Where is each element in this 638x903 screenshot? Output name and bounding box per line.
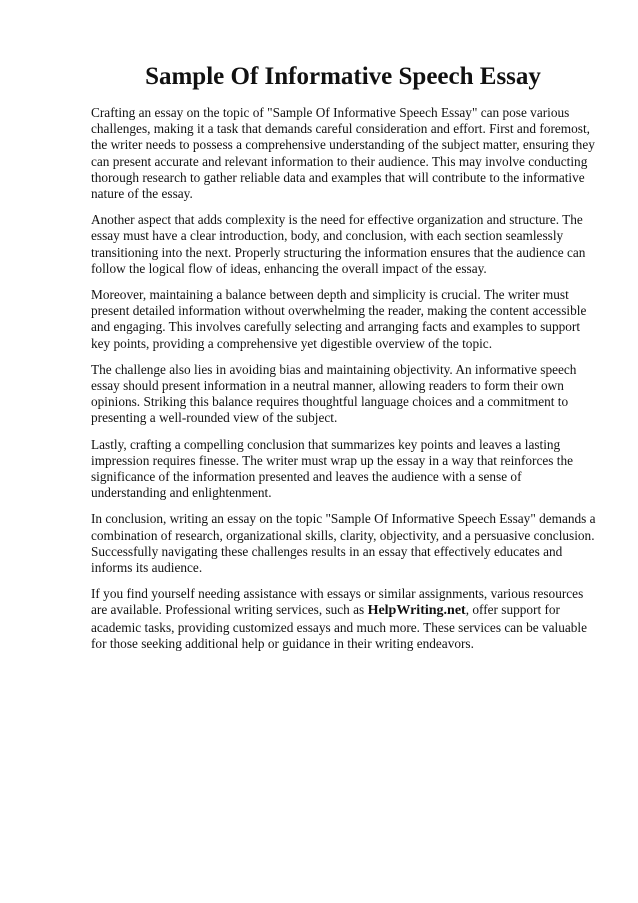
paragraph-objectivity: The challenge also lies in avoiding bias and maintaining objectivity. An informative speech essay should present information in a neutral manner, allowing readers to form their own opinions. Striking this balance requires thoughtful language choices and a commitment to presenting a well-rounded view of the subject. [91,361,577,426]
closing-text-after: , offer support for academic tasks, providing customized essays and much more. These services can be valuable for those seeking additional help or guidance in their writing endeavors. [91,602,588,651]
brand-link-text: HelpWriting.net [367,603,466,619]
paragraph-closing [91,586,599,652]
paragraph-conclusion-craft: Lastly, crafting a compelling conclusion that summarizes key points and leaves a lasting impression requires finesse. The writer must wrap up the essay in a way that reinforces the significance of the information presented and leaves the audience with a sense of understanding and enlightenment. [91,436,573,501]
closing-text-before: If you find yourself needing assistance with essays or similar assignments, various resources are available. Professional writing services, such as [91,586,584,618]
paragraph-intro: Crafting an essay on the topic of "Sample Of Informative Speech Essay" can pose various challenges, making it a task that demands careful consideration and effort. First and foremost, the writer needs to possess a comprehensive understanding of the subject matter, ensuring they can present accurate and relevant information to their audience. This may involve conducting thorough research to gather reliable data and examples that will contribute to the informative nature of the essay. [91,105,595,202]
paragraph-balance: Moreover, maintaining a balance between depth and simplicity is crucial. The writer must present detailed information without overwhelming the reader, making the content accessible and engaging. This involves carefully selecting and arranging facts and examples to support key points, providing a comprehensive yet digestible overview of the topic. [91,287,587,351]
paragraph-organization: Another aspect that adds complexity is the need for effective organization and structure. The essay must have a clear introduction, body, and conclusion, with each section seamlessly transitioning into the next. Properly structuring the information ensures that the audience can follow the logical flow of ideas, enhancing the overall impact of the essay. [91,212,586,276]
document-title: Sample Of Informative Speech Essay [145,63,541,90]
paragraph-summary: In conclusion, writing an essay on the topic "Sample Of Informative Speech Essay" demands a combination of research, organizational skills, clarity, objectivity, and a persuasive conclusion. Successfully navigating these challenges results in an essay that effectively educates and informs its audience. [91,511,596,576]
